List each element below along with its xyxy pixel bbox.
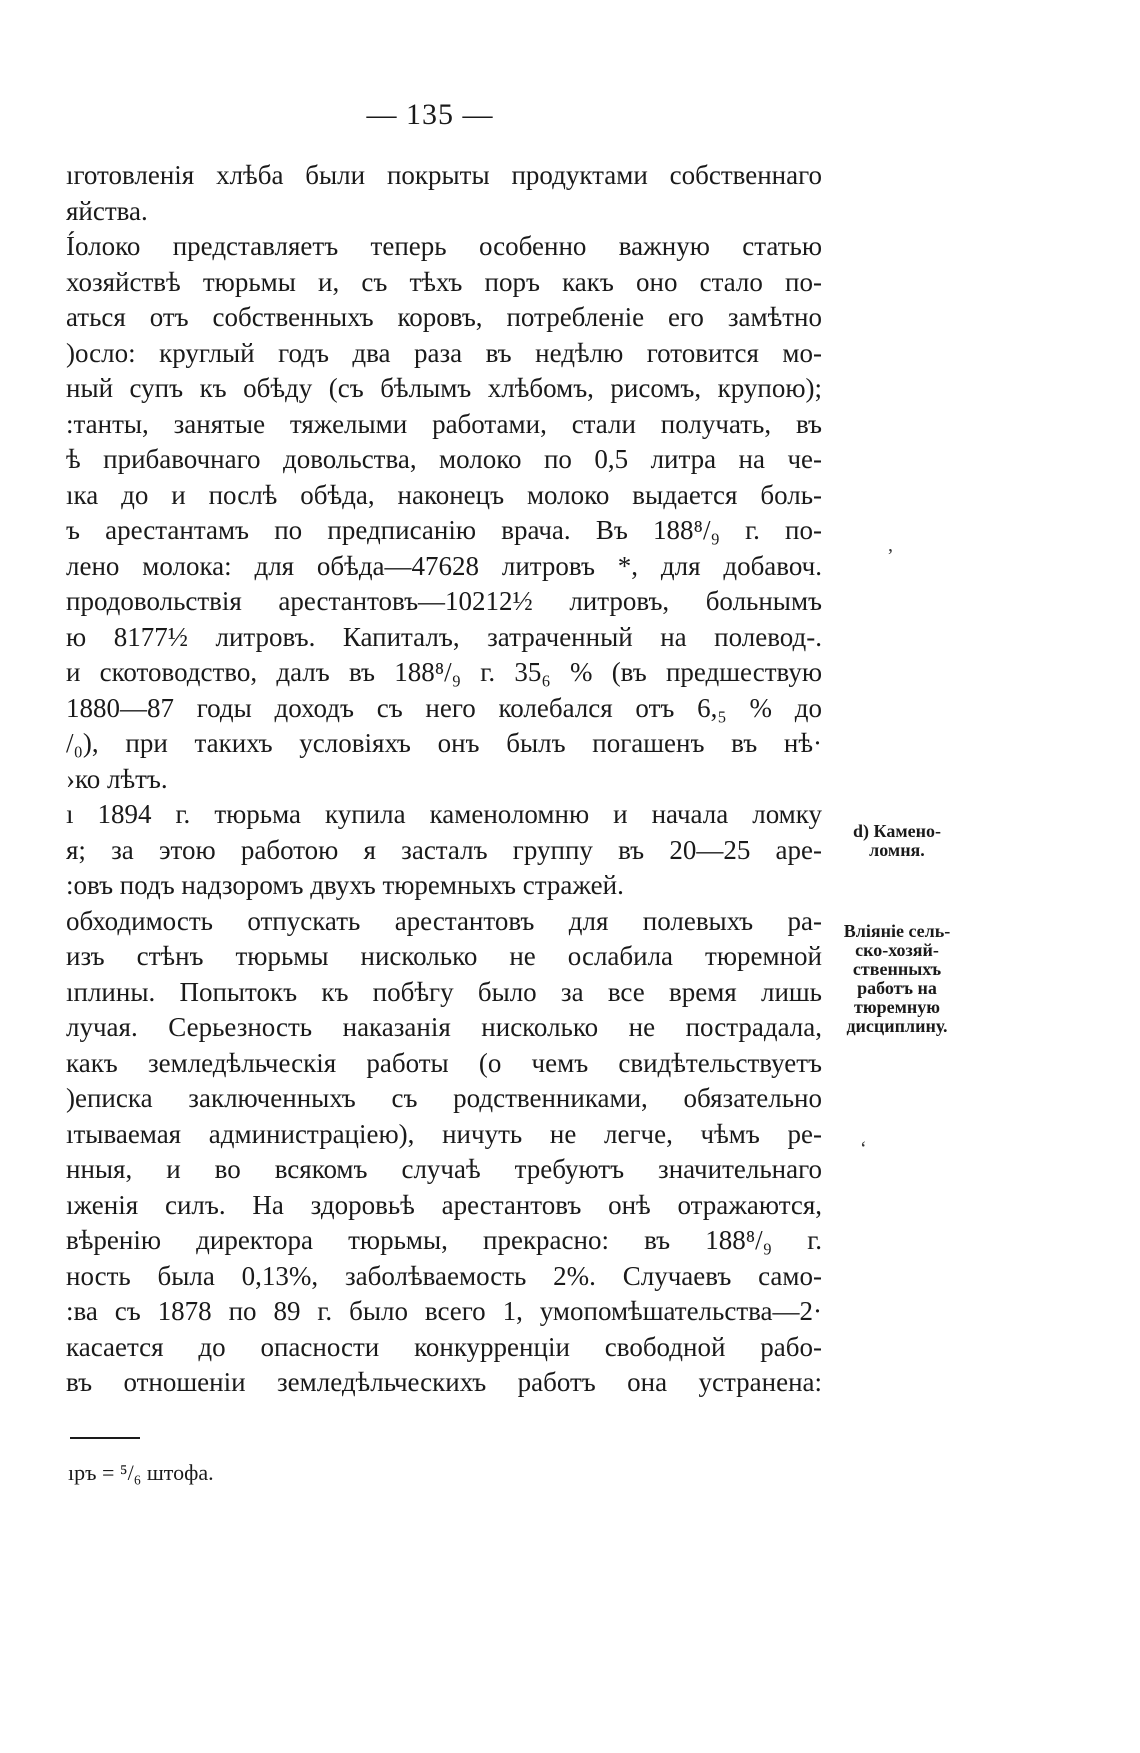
margin-note-agricultural-influence: Вліяніе сель-ско-хозяй-ственныхъ работъ на тюремную дисциплину. [843, 921, 951, 1036]
margin-note-quarry: d) Камено-ломня. [853, 821, 941, 860]
text-line: вѣренію директора тюрьмы, прекрасно: въ 188⁸/₉ г. [66, 1225, 822, 1255]
text-line: лено молока: для обѣда—47628 литровъ *, для добавоч. [66, 550, 822, 581]
text-line: нныя, и во всякомъ случаѣ требуютъ значительнаго [66, 1154, 822, 1184]
text-line: ıженія силъ. На здоровьѣ арестантовъ онѣ отражаются, [66, 1189, 822, 1220]
text-line: )осло: круглый годъ два раза въ недѣлю готовится мо- [66, 337, 822, 368]
text-line: ѣ прибавочнаго довольства, молоко по 0,5 литра на че- [66, 444, 822, 474]
text-line: /₀), при такихъ условіяхъ онъ былъ погашенъ въ нѣ· [66, 728, 822, 758]
ink-speck: ‘ [860, 1138, 867, 1160]
text-line: ıтываемая администраціею), ничуть не легче, чѣмъ ре- [66, 1118, 822, 1149]
text-line: обходимость отпускать арестантовъ для полевыхъ ра- [66, 905, 822, 936]
text-line: ность была 0,13%, заболѣваемость 2%. Случаевъ само- [66, 1260, 822, 1291]
text-line: ный супъ къ обѣду (съ бѣлымъ хлѣбомъ, рисомъ, крупою); [66, 373, 822, 403]
text-line: изъ стѣнъ тюрьмы нисколько не ослабила тюремной [66, 941, 822, 971]
text-line: касается до опасности конкурренціи свободной рабо- [66, 1331, 822, 1362]
text-line: лучая. Серьезность наказанія нисколько не пострадала, [66, 1012, 822, 1042]
text-line: 1880—87 годы доходъ съ него колебался отъ 6,₅ % до [66, 692, 822, 723]
text-line: ıка до и послѣ обѣда, наконецъ молоко выдается боль- [66, 479, 822, 510]
text-line: я; за этою работою я засталъ группу въ 20—25 аре- [66, 834, 822, 865]
ink-speck: , [888, 534, 893, 556]
footnote-rule [70, 1437, 140, 1439]
text-line: :овъ подъ надзоромъ двухъ тюремныхъ стражей. [66, 870, 624, 900]
text-line: яйства. [66, 195, 148, 226]
text-line: аться отъ собственныхъ коровъ, потребленіе его замѣтно [66, 302, 822, 332]
text-line: ›ко лѣтъ. [66, 763, 168, 794]
text-line: какъ земледѣльческія работы (о чемъ свидѣтельствуетъ [66, 1047, 822, 1078]
text-line: ю 8177½ литровъ. Капиталъ, затраченный на полевод-. [66, 621, 822, 652]
text-line: ı 1894 г. тюрьма купила каменоломню и начала ломку [66, 799, 822, 829]
text-line: ıготовленія хлѣба были покрыты продуктами собственнаго [66, 160, 822, 190]
text-line: :танты, занятые тяжелыми работами, стали получать, въ [66, 408, 822, 439]
body-text [66, 158, 822, 1401]
text-line: хозяйствѣ тюрьмы и, съ тѣхъ поръ какъ оно стало по- [66, 266, 822, 297]
text-line: продовольствія арестантовъ—10212½ литровъ, больнымъ [66, 586, 822, 616]
text-line: Íолоко представляетъ теперь особенно важную статью [66, 231, 822, 261]
text-line: ъ арестантамъ по предписанію врача. Въ 188⁸/₉ г. по- [66, 515, 822, 545]
text-line: ıплины. Попытокъ къ побѣгу было за все время лишь [66, 976, 822, 1007]
text-line: :ва съ 1878 по 89 г. было всего 1, умопомѣшательства—2· [66, 1296, 822, 1326]
text-line: )еписка заключенныхъ съ родственниками, обязательно [66, 1083, 822, 1113]
page-number: — 135 — [366, 98, 494, 131]
footnote: ıръ = ⁵/₆ штофа. [68, 1460, 214, 1485]
text-line: и скотоводство, далъ въ 188⁸/₉ г. 35₆ % (въ предшествую [66, 657, 822, 687]
text-line: въ отношеніи земледѣльческихъ работъ она устранена: [66, 1367, 822, 1397]
